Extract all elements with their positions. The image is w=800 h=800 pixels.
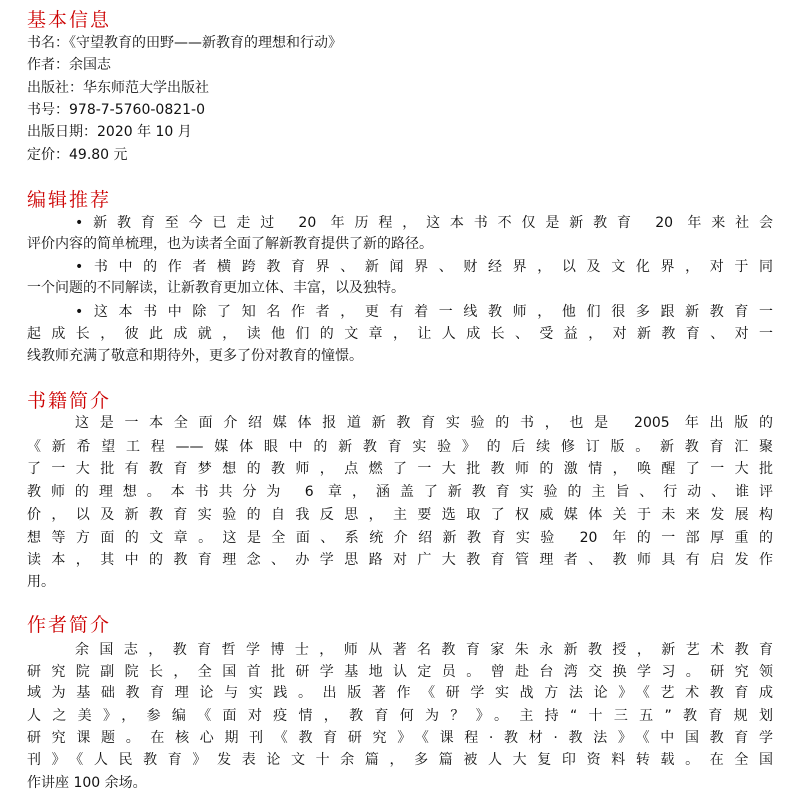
author-text-line: 余国志，教育哲学博士，师从著名教育家朱永新教授，新艺术教育 (75, 642, 773, 658)
editor-text-line: 线教师充满了敬意和期待外，更多了份对教育的憧憬。 (27, 348, 363, 364)
author-text-line: 域为基础教育理论与实践。出版著作《研学实战方法论》《艺术教育成 (27, 685, 773, 701)
intro-text-line: 想等方面的文章。这是全面、系统介绍新教育实验 20 年的一部厚重的 (27, 530, 773, 546)
intro-text-line: 读本，其中的教育理念、办学思路对广大教育管理者、教师具有启发作 (27, 552, 773, 568)
intro-text-line: 教师的理想。本书共分为 6 章，涵盖了新教育实验的主旨、行动、谁评 (27, 484, 773, 500)
editor-text-line: 起成长，彼此成就，读他们的文章，让人成长、受益，对新教育、对一 (27, 326, 773, 342)
author-intro-heading: 作者简介 (27, 614, 112, 636)
editor-text-line: 一个问题的不同解读，让新教育更加立体、丰富，以及独特。 (27, 280, 405, 296)
basic-info-heading: 基本信息 (27, 9, 112, 31)
editor-text-line: •这本书中除了知名作者，更有着一线教师，他们很多跟新教育一 (75, 304, 773, 320)
intro-text-line: 这是一本全面介绍媒体报道新教育实验的书，也是 2005 年出版的 (75, 415, 773, 431)
editor-text-line: •新教育至今已走过 20 年历程，这本书不仅是新教育 20 年来社会 (75, 215, 773, 231)
author-text-line: 刊》《人民教育》发表论文十余篇，多篇被人大复印资料转载。在全国 (27, 752, 773, 768)
publisher-line: 出版社：华东师范大学出版社 (27, 80, 209, 96)
author-text-line: 作讲座 100 余场。 (27, 775, 147, 791)
editor-text-line: 评价内容的简单梳理，也为读者全面了解新教育提供了新的路径。 (27, 236, 433, 252)
intro-text-line: 用。 (27, 574, 55, 590)
book-intro-heading: 书籍简介 (27, 390, 112, 412)
book-title-line: 书名：《守望教育的田野——新教育的理想和行动》 (27, 35, 342, 51)
intro-text-line: 《新希望工程——媒体眼中的新教育实验》的后续修订版。新教育汇聚 (27, 439, 773, 455)
isbn-line: 书号：978-7-5760-0821-0 (27, 102, 206, 118)
price-line: 定价：49.80 元 (27, 147, 128, 163)
editor-text-line: •书中的作者横跨教育界、新闻界、财经界，以及文化界，对于同 (75, 259, 773, 275)
author-text-line: 研究院副院长，全国首批研学基地认定员。曾赴台湾交换学习。研究领 (27, 664, 773, 680)
author-text-line: 人之美》，参编《面对疫情，教育何为？》。主持“十三五”教育规划 (27, 708, 773, 724)
editor-recommend-heading: 编辑推荐 (27, 189, 112, 211)
intro-text-line: 价，以及新教育实验的自我反思，主要选取了权威媒体关于未来发展构 (27, 507, 773, 523)
author-line: 作者：余国志 (27, 57, 111, 73)
publish-date-line: 出版日期：2020 年 10 月 (27, 124, 192, 140)
author-text-line: 研究课题。在核心期刊《教育研究》《课程·教材·教法》《中国教育学 (27, 730, 773, 746)
intro-text-line: 了一大批有教育梦想的教师，点燃了一大批教师的激情，唤醒了一大批 (27, 461, 773, 477)
